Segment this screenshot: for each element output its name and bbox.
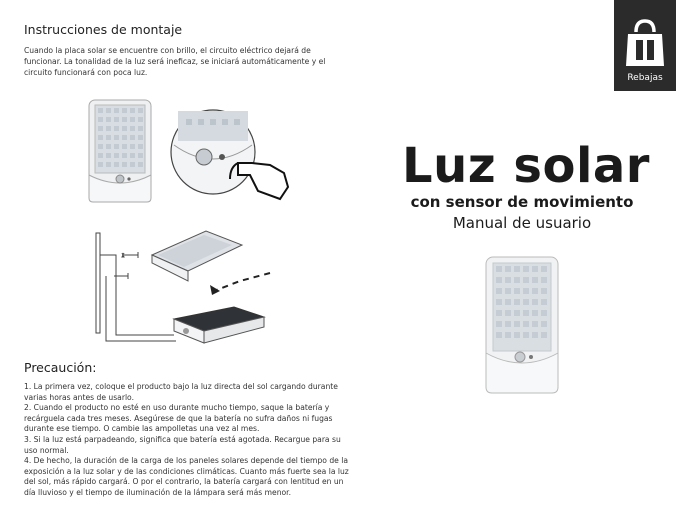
install-text: Cuando la placa solar se encuentre con brillo, el circuito eléctrico dejará de funcionar. La tonalidad de la luz será ineficaz, se iniciará automáticamente y el circuito funcionará con poca luz. — [24, 46, 326, 77]
install-title: Instrucciones de montaje — [24, 22, 183, 37]
zoom-detail-illustration — [171, 110, 288, 199]
screw-illustration — [114, 252, 138, 279]
main-title: Luz solar — [402, 138, 650, 194]
caution-item: 4. De hecho, la duración de la carga de los paneles solares depende del tiempo de la exposición a la luz solar y de las condiciones climáticas. Cuanto más fuerte sea la luz del sol, más rápido cargará. O por el contrario, la batería cargará con lentitud en un día lluvioso y el tiempo de iluminación de la lámpara será más menor. — [24, 456, 349, 497]
shopping-bag-icon — [614, 8, 676, 78]
lamp-mounted-illustration — [174, 307, 264, 343]
brand-name: Rebajas — [627, 73, 663, 83]
manual-title: Manual de usuario — [452, 214, 592, 232]
installation-illustration — [80, 95, 300, 360]
subtitle: con sensor de movimiento — [410, 193, 634, 211]
caution-title: Precaución: — [24, 360, 97, 375]
caution-item: 1. La primera vez, coloque el producto bajo la luz directa del sol cargando durante varias horas antes de usarlo. — [24, 382, 338, 402]
brand-logo — [614, 0, 676, 91]
lamp-back-illustration — [152, 231, 242, 281]
product-image — [484, 255, 560, 397]
caution-list — [24, 382, 349, 499]
caution-item: 3. Si la luz está parpadeando, significa que batería está agotada. Recargue para su uso normal. — [24, 434, 341, 455]
lamp-front-illustration — [89, 100, 151, 202]
caution-item: 2. Cuando el producto no esté en uso durante mucho tiempo, saque la batería y recárguela cada tres meses. Asegúrese de que la batería no sufra daños ni fugas durante ese tiempo. O cambie las ampolletas una vez al mes. — [24, 403, 333, 434]
